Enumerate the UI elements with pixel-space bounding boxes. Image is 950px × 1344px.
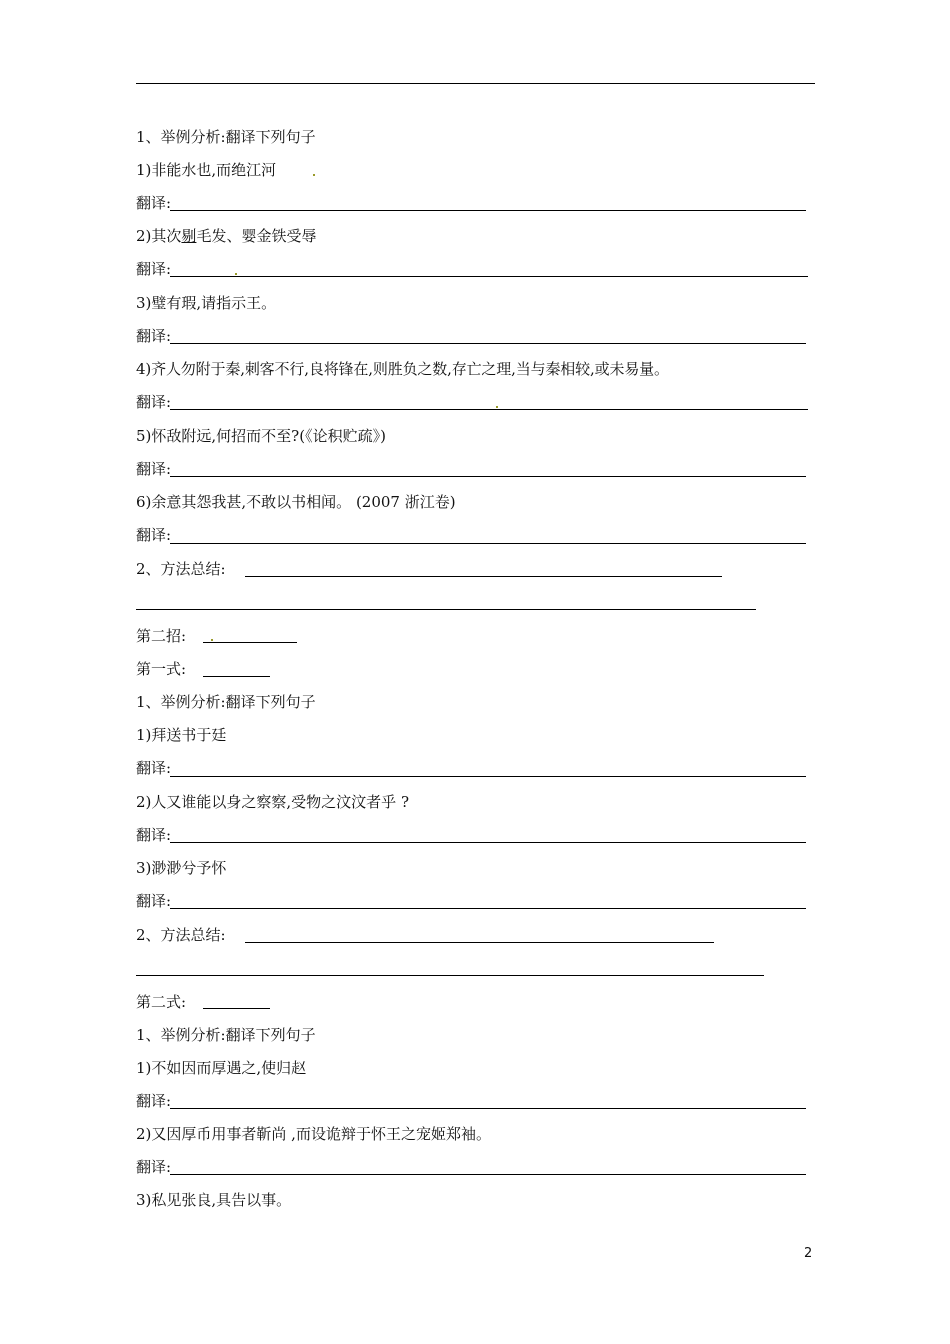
answer-blank[interactable]	[170, 210, 806, 211]
sentence-5: 5)怀敌附远,何招而不至?(《论积贮疏》)	[136, 427, 386, 445]
form-2-heading: 第二式:	[136, 993, 187, 1011]
example-analysis-heading: 1、举例分析:翻译下列句子	[136, 1026, 316, 1044]
answer-blank[interactable]	[170, 908, 806, 909]
answer-blank[interactable]	[170, 842, 806, 843]
form-1-sentence-3: 3)渺渺兮予怀	[136, 859, 227, 877]
form-1-sentence-1: 1)拜送书于廷	[136, 726, 227, 744]
heading-blank[interactable]	[203, 1008, 270, 1009]
translation-label: 翻译:	[136, 194, 172, 212]
stray-mark	[235, 273, 237, 275]
sentence-3: 3)璧有瑕,请指示王。	[136, 294, 277, 312]
summary-blank[interactable]	[245, 576, 722, 577]
translation-label: 翻译:	[136, 759, 172, 777]
stray-mark	[211, 639, 213, 641]
translation-label: 翻译:	[136, 327, 172, 345]
heading-blank[interactable]	[203, 676, 270, 677]
summary-blank-continued[interactable]	[136, 609, 756, 610]
answer-blank[interactable]	[170, 776, 806, 777]
sentence-4: 4)齐人勿附于秦,刺客不行,良将锋在,则胜负之数,存亡之理,当与秦相较,或未易量。	[136, 360, 669, 378]
stray-mark	[313, 174, 315, 176]
answer-blank[interactable]	[170, 409, 808, 410]
sentence-2: 2)其次剔毛发、婴金铁受辱	[136, 227, 317, 245]
translation-label: 翻译:	[136, 1158, 172, 1176]
sentence-1: 1)非能水也,而绝江河	[136, 161, 277, 179]
translation-label: 翻译:	[136, 393, 172, 411]
answer-blank[interactable]	[170, 476, 806, 477]
translation-label: 翻译:	[136, 460, 172, 478]
example-analysis-heading: 1、举例分析:翻译下列句子	[136, 693, 316, 711]
translation-label: 翻译:	[136, 526, 172, 544]
example-analysis-heading: 1、举例分析:翻译下列句子	[136, 128, 316, 146]
heading-blank[interactable]	[203, 642, 297, 643]
form-2-sentence-1: 1)不如因而厚遇之,使归赵	[136, 1059, 307, 1077]
header-rule	[136, 83, 815, 84]
second-move-heading: 第二招:	[136, 627, 187, 645]
translation-label: 翻译:	[136, 826, 172, 844]
translation-label: 翻译:	[136, 1092, 172, 1110]
stray-mark	[496, 406, 498, 408]
form-2-sentence-2: 2)又因厚币用事者靳尚 ,而设诡辩于怀王之宠姬郑袖。	[136, 1125, 491, 1143]
form-1-heading: 第一式:	[136, 660, 187, 678]
answer-blank[interactable]	[170, 1174, 806, 1175]
underlined-character: 剔	[181, 227, 197, 245]
method-summary-label: 2、方法总结:	[136, 926, 226, 944]
form-2-sentence-3: 3)私见张良,具告以事。	[136, 1191, 292, 1209]
method-summary-label: 2、方法总结:	[136, 560, 226, 578]
answer-blank[interactable]	[170, 276, 808, 277]
translation-label: 翻译:	[136, 892, 172, 910]
translation-label: 翻译:	[136, 260, 172, 278]
sentence-6: 6)余意其怨我甚,不敢以书相闻。 (2007 浙江卷)	[136, 493, 456, 511]
answer-blank[interactable]	[170, 343, 806, 344]
answer-blank[interactable]	[170, 1108, 806, 1109]
form-1-sentence-2: 2)人又谁能以身之察察,受物之汶汶者乎 ?	[136, 793, 409, 811]
page-number: 2	[804, 1246, 813, 1261]
summary-blank[interactable]	[245, 942, 714, 943]
answer-blank[interactable]	[170, 543, 806, 544]
summary-blank-continued[interactable]	[136, 975, 764, 976]
